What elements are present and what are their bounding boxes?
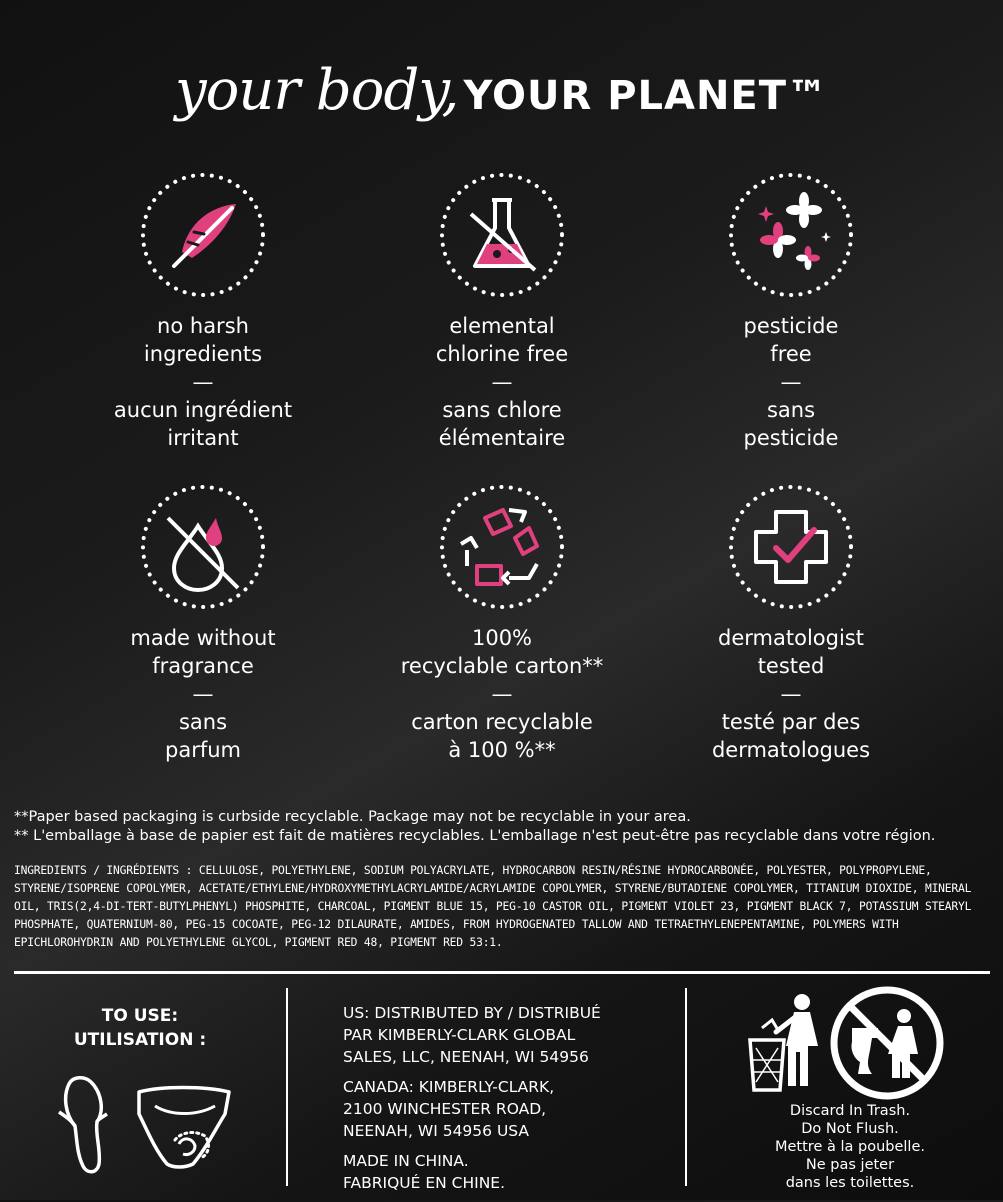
to-use-fr: UTILISATION : <box>73 1030 207 1050</box>
distributor-address <box>343 1002 663 1202</box>
feature-pesticide-free <box>641 170 941 452</box>
discard-line: Do Not Flush. <box>801 1121 899 1137</box>
address-us-line: SALES, LLC, NEENAH, WI 54956 <box>343 1048 589 1066</box>
feature-fr-line: sans <box>178 710 228 734</box>
feature-en-line: tested <box>757 654 825 678</box>
recycle-icon <box>437 482 567 612</box>
feature-en-line: no harsh <box>157 314 249 338</box>
no-fragrance-drop-icon <box>138 482 268 612</box>
feature-en-line: pesticide <box>743 314 839 338</box>
feature-recyclable-carton <box>352 482 652 764</box>
feature-fr-line: aucun ingrédient <box>113 398 293 422</box>
recycling-footnotes <box>14 808 994 846</box>
feature-en-line: recyclable carton** <box>400 654 604 678</box>
feature-fr-line: irritant <box>167 426 239 450</box>
feature-fr-line: carton recyclable <box>411 710 593 734</box>
feature-fr-line: pesticide <box>743 426 839 450</box>
feature-fr-line: sans <box>766 398 816 422</box>
discard-line: dans les toilettes. <box>785 1175 915 1191</box>
feature-no-fragrance <box>53 482 353 764</box>
address-us-line: US: DISTRIBUTED BY / DISTRIBUÉ <box>343 1004 601 1022</box>
feature-fr-line: élémentaire <box>438 426 566 450</box>
made-in-line: MADE IN CHINA. <box>343 1152 469 1170</box>
feature-en-line: chlorine free <box>435 342 569 366</box>
disposal-instructions <box>705 1102 995 1192</box>
feature-chlorine-free <box>352 170 652 452</box>
feature-en-line: 100% <box>471 626 533 650</box>
headline-script: your body, <box>174 58 459 123</box>
feature-divider: — <box>192 370 214 394</box>
to-use-en: TO USE: <box>101 1006 179 1026</box>
discard-line: Discard In Trash. <box>789 1103 911 1119</box>
made-in-line: FABRIQUÉ EN CHINE. <box>343 1174 506 1192</box>
feature-en-line: fragrance <box>152 654 254 678</box>
footnote-fr: ** L'emballage à base de papier est fait de matières recyclables. L'emballage n'est peut-être pas recyclable dans votre région. <box>14 828 936 844</box>
feature-fr-line: sans chlore <box>442 398 562 422</box>
cross-check-icon <box>726 482 856 612</box>
ingredients-list: INGREDIENTS / INGRÉDIENTS : CELLULOSE, POLYETHYLENE, SODIUM POLYACRYLATE, HYDROCARBON RESIN/RÉSINE HYDROCARBONÉE, POLYESTER, POLYPROPYLENE, STYRENE/ISOPRENE COPOLYMER, ACETATE/ETHYLENE/HYDROXYMETHYLACRYLAMIDE/ACRYLAMIDE COPOLYMER, STYRENE/BUTADIENE COPOLYMER, TITANIUM DIOXIDE, MINERAL OIL, TRIS(2,4-DI-TERT-BUTYLPHENYL) PHOSPHITE, CHARCOAL, PIGMENT BLUE 15, PEG-10 CASTOR OIL, PIGMENT VIOLET 23, PIGMENT BLACK 7, POTASSIUM STEARYL PHOSPHATE, QUATERNIUM-80, PEG-15 COCOATE, PEG-12 DILAURATE, AMIDES, FROM HYDROGENATED TALLOW AND TETRAETHYLENEPENTAMINE, POLYMERS WITH EPICHLOROHYDRIN AND POLYETHYLENE GLYCOL, PIGMENT RED 48, PIGMENT RED 53:1. <box>14 864 972 949</box>
usage-illustration-icon <box>55 1070 255 1180</box>
feature-divider: — <box>780 682 802 706</box>
discard-line: Ne pas jeter <box>805 1157 895 1173</box>
address-us-line: PAR KIMBERLY-CLARK GLOBAL <box>343 1026 576 1044</box>
feature-en-line: made without <box>130 626 276 650</box>
headline-caps: YOUR PLANET™ <box>463 73 829 119</box>
column-divider <box>286 988 288 1186</box>
divider-rule <box>14 971 990 974</box>
to-use-heading <box>40 1004 240 1052</box>
feature-fr-line: à 100 %** <box>448 738 556 762</box>
feature-divider: — <box>192 682 214 706</box>
flowers-icon <box>726 170 856 300</box>
feature-fr-line: parfum <box>165 738 241 762</box>
feather-icon <box>138 170 268 300</box>
address-ca-line: CANADA: KIMBERLY-CLARK, <box>343 1078 555 1096</box>
flask-no-chlorine-icon <box>437 170 567 300</box>
feature-divider: — <box>491 682 513 706</box>
address-ca-line: 2100 WINCHESTER ROAD, <box>343 1100 547 1118</box>
footnote-en: **Paper based packaging is curbside recyclable. Package may not be recyclable in your area. <box>14 809 691 825</box>
feature-en-line: free <box>770 342 812 366</box>
discard-line: Mettre à la poubelle. <box>775 1139 925 1155</box>
feature-en-line: elemental <box>449 314 555 338</box>
column-divider <box>685 988 687 1186</box>
feature-fr-line: testé par des <box>721 710 861 734</box>
headline <box>0 58 1003 123</box>
feature-en-line: dermatologist <box>718 626 864 650</box>
feature-en-line: ingredients <box>143 342 263 366</box>
feature-no-harsh-ingredients <box>53 170 353 452</box>
do-not-flush-icon <box>828 984 946 1102</box>
feature-divider: — <box>491 370 513 394</box>
feature-divider: — <box>780 370 802 394</box>
feature-dermatologist-tested <box>641 482 941 764</box>
feature-fr-line: dermatologues <box>711 738 871 762</box>
address-ca-line: NEENAH, WI 54956 USA <box>343 1122 530 1140</box>
